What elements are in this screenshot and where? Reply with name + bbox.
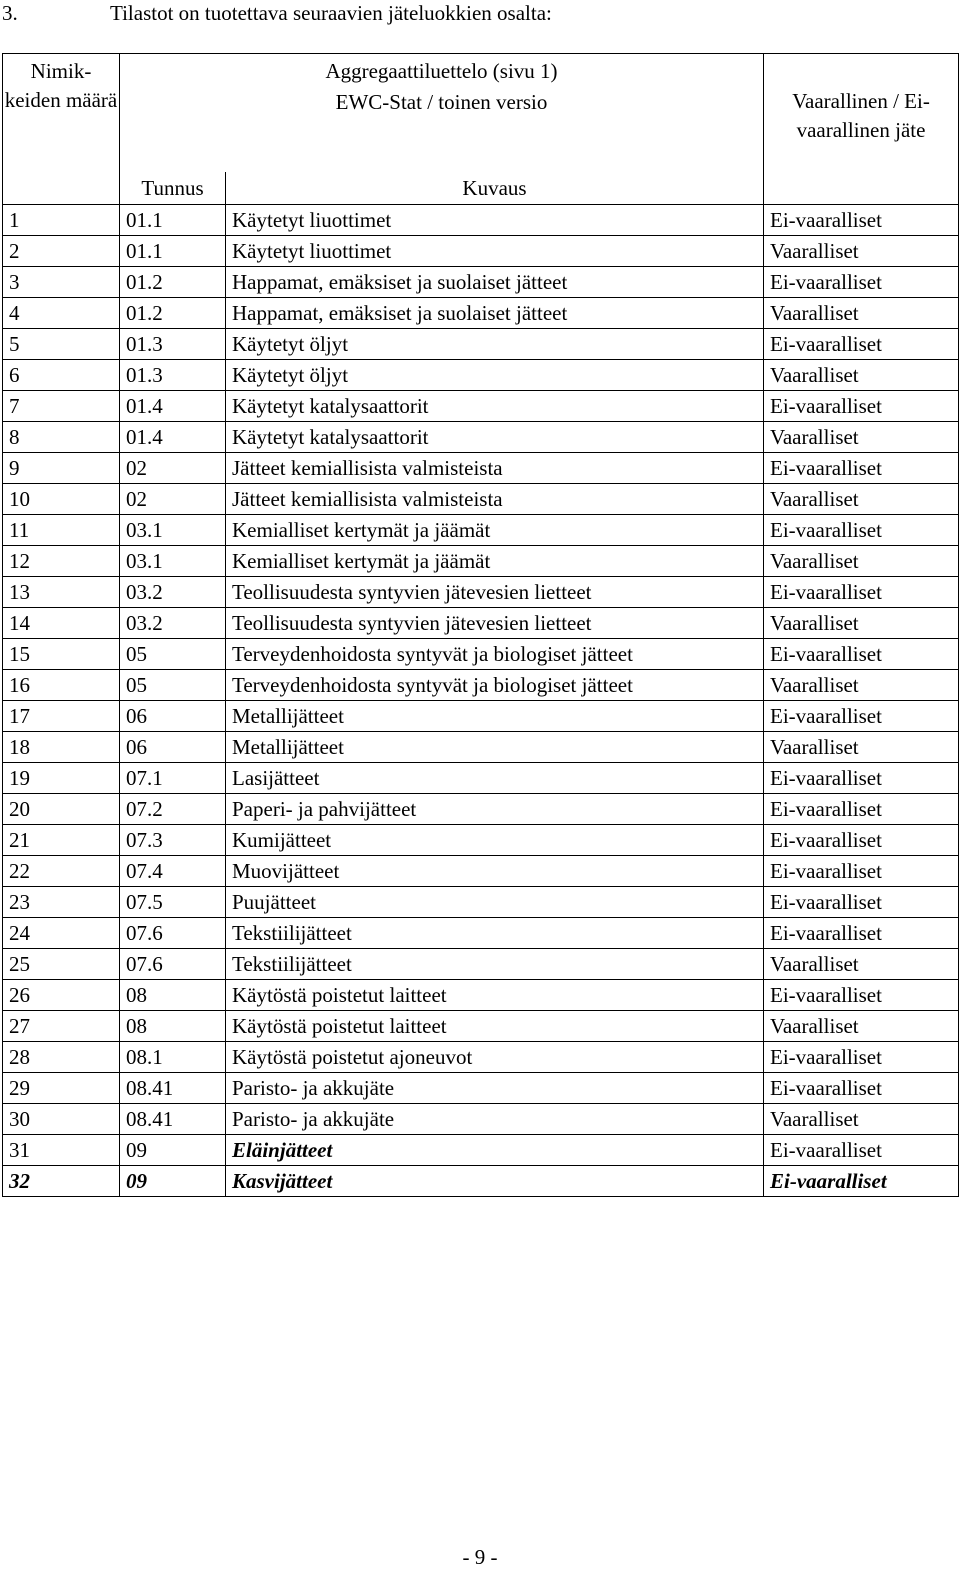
- row-code-cell: 07.1: [120, 763, 226, 794]
- table-header-row: [3, 54, 959, 173]
- row-status-cell: Vaaralliset: [764, 360, 959, 391]
- row-status-cell: Vaaralliset: [764, 546, 959, 577]
- table-row: [3, 205, 959, 236]
- row-code-cell: 06: [120, 732, 226, 763]
- table-row: [3, 1073, 959, 1104]
- row-code-cell: 07.3: [120, 825, 226, 856]
- row-description-cell: Paristo- ja akkujäte: [226, 1073, 764, 1104]
- row-code-cell: 08: [120, 1011, 226, 1042]
- row-status-cell: Ei-vaaralliset: [764, 329, 959, 360]
- row-code-cell: 07.6: [120, 949, 226, 980]
- row-status-cell: Ei-vaaralliset: [764, 267, 959, 298]
- row-code-cell: 08: [120, 980, 226, 1011]
- table-row: [3, 825, 959, 856]
- row-count-cell: 30: [3, 1104, 120, 1135]
- row-count-cell: 1: [3, 205, 120, 236]
- row-count-cell: 15: [3, 639, 120, 670]
- row-code-cell: 01.4: [120, 422, 226, 453]
- row-description-cell: Tekstiilijätteet: [226, 949, 764, 980]
- row-status-cell: Vaaralliset: [764, 1104, 959, 1135]
- row-description-cell: Tekstiilijätteet: [226, 918, 764, 949]
- table-row: [3, 856, 959, 887]
- row-status-cell: Vaaralliset: [764, 732, 959, 763]
- row-status-cell: Ei-vaaralliset: [764, 1135, 959, 1166]
- row-description-cell: Paristo- ja akkujäte: [226, 1104, 764, 1135]
- row-status-cell: Ei-vaaralliset: [764, 639, 959, 670]
- header-title-line2: EWC-Stat / toinen versio: [335, 90, 548, 114]
- row-count-cell: 11: [3, 515, 120, 546]
- table-row: [3, 701, 959, 732]
- table-row: [3, 515, 959, 546]
- row-code-cell: 07.4: [120, 856, 226, 887]
- table-row: [3, 887, 959, 918]
- header-status-continuation: [764, 172, 959, 205]
- row-count-cell: 28: [3, 1042, 120, 1073]
- header-item-count: Nimik-keiden määrä: [3, 54, 120, 173]
- header-title-cell: [120, 54, 764, 173]
- row-count-cell: 17: [3, 701, 120, 732]
- row-description-cell: Jätteet kemiallisista valmisteista: [226, 484, 764, 515]
- row-description-cell: Paperi- ja pahvijätteet: [226, 794, 764, 825]
- row-count-cell: 4: [3, 298, 120, 329]
- row-status-cell: Vaaralliset: [764, 949, 959, 980]
- row-code-cell: 09: [120, 1166, 226, 1197]
- header-code: Tunnus: [120, 172, 226, 205]
- row-status-cell: Vaaralliset: [764, 236, 959, 267]
- row-code-cell: 02: [120, 453, 226, 484]
- row-count-cell: 27: [3, 1011, 120, 1042]
- row-status-cell: Vaaralliset: [764, 298, 959, 329]
- row-count-cell: 16: [3, 670, 120, 701]
- row-code-cell: 01.2: [120, 267, 226, 298]
- row-status-cell: Vaaralliset: [764, 608, 959, 639]
- row-status-cell: Vaaralliset: [764, 422, 959, 453]
- row-code-cell: 07.6: [120, 918, 226, 949]
- row-code-cell: 06: [120, 701, 226, 732]
- header-title-line1: Aggregaattiluettelo (sivu 1): [325, 59, 558, 83]
- table-row: [3, 1042, 959, 1073]
- row-code-cell: 08.41: [120, 1104, 226, 1135]
- row-count-cell: 25: [3, 949, 120, 980]
- row-status-cell: Ei-vaaralliset: [764, 515, 959, 546]
- row-count-cell: 10: [3, 484, 120, 515]
- row-description-cell: Kemialliset kertymät ja jäämät: [226, 515, 764, 546]
- section-title: Tilastot on tuotettava seuraavien jäteluokkien osalta:: [110, 1, 552, 25]
- row-status-cell: Vaaralliset: [764, 1011, 959, 1042]
- table-row: [3, 577, 959, 608]
- row-status-cell: Ei-vaaralliset: [764, 980, 959, 1011]
- row-description-cell: Käytetyt öljyt: [226, 329, 764, 360]
- row-code-cell: 05: [120, 670, 226, 701]
- table-row: [3, 1011, 959, 1042]
- row-count-cell: 14: [3, 608, 120, 639]
- row-count-cell: 18: [3, 732, 120, 763]
- row-description-cell: Käytetyt katalysaattorit: [226, 391, 764, 422]
- row-count-cell: 7: [3, 391, 120, 422]
- row-count-cell: 12: [3, 546, 120, 577]
- row-description-cell: Muovijätteet: [226, 856, 764, 887]
- row-count-cell: 26: [3, 980, 120, 1011]
- row-status-cell: Ei-vaaralliset: [764, 453, 959, 484]
- row-count-cell: 3: [3, 267, 120, 298]
- row-status-cell: Ei-vaaralliset: [764, 856, 959, 887]
- row-status-cell: Ei-vaaralliset: [764, 701, 959, 732]
- row-code-cell: 01.1: [120, 205, 226, 236]
- row-code-cell: 02: [120, 484, 226, 515]
- row-status-cell: Vaaralliset: [764, 484, 959, 515]
- row-code-cell: 09: [120, 1135, 226, 1166]
- row-count-cell: 2: [3, 236, 120, 267]
- row-code-cell: 08.41: [120, 1073, 226, 1104]
- row-status-cell: Ei-vaaralliset: [764, 1073, 959, 1104]
- table-row: [3, 546, 959, 577]
- table-row: [3, 267, 959, 298]
- row-count-cell: 32: [3, 1166, 120, 1197]
- table-row: [3, 639, 959, 670]
- row-code-cell: 03.1: [120, 546, 226, 577]
- row-status-cell: Ei-vaaralliset: [764, 825, 959, 856]
- table-row: [3, 763, 959, 794]
- table-row: [3, 298, 959, 329]
- row-code-cell: 01.3: [120, 360, 226, 391]
- aggregate-table: [2, 53, 959, 1197]
- row-description-cell: Kasvijätteet: [226, 1166, 764, 1197]
- table-row: [3, 608, 959, 639]
- row-description-cell: Happamat, emäksiset ja suolaiset jätteet: [226, 298, 764, 329]
- row-count-cell: 24: [3, 918, 120, 949]
- row-description-cell: Eläinjätteet: [226, 1135, 764, 1166]
- row-description-cell: Lasijätteet: [226, 763, 764, 794]
- table-row: [3, 484, 959, 515]
- row-code-cell: 07.2: [120, 794, 226, 825]
- row-description-cell: Käytöstä poistetut laitteet: [226, 980, 764, 1011]
- row-status-cell: Ei-vaaralliset: [764, 887, 959, 918]
- row-description-cell: Metallijätteet: [226, 732, 764, 763]
- table-row: [3, 949, 959, 980]
- row-description-cell: Terveydenhoidosta syntyvät ja biologiset jätteet: [226, 670, 764, 701]
- row-code-cell: 01.1: [120, 236, 226, 267]
- row-code-cell: 03.1: [120, 515, 226, 546]
- row-description-cell: Jätteet kemiallisista valmisteista: [226, 453, 764, 484]
- row-count-cell: 23: [3, 887, 120, 918]
- row-code-cell: 01.3: [120, 329, 226, 360]
- header-description: Kuvaus: [226, 172, 764, 205]
- row-description-cell: Happamat, emäksiset ja suolaiset jätteet: [226, 267, 764, 298]
- table-subheader-row: [3, 172, 959, 205]
- row-count-cell: 8: [3, 422, 120, 453]
- section-number: 3.: [2, 1, 18, 25]
- row-code-cell: 01.4: [120, 391, 226, 422]
- row-status-cell: Ei-vaaralliset: [764, 794, 959, 825]
- row-description-cell: Teollisuudesta syntyvien jätevesien lietteet: [226, 577, 764, 608]
- table-row: [3, 670, 959, 701]
- table-row: [3, 918, 959, 949]
- row-description-cell: Käytöstä poistetut ajoneuvot: [226, 1042, 764, 1073]
- row-count-cell: 19: [3, 763, 120, 794]
- row-description-cell: Käytetyt katalysaattorit: [226, 422, 764, 453]
- row-description-cell: Metallijätteet: [226, 701, 764, 732]
- row-code-cell: 03.2: [120, 577, 226, 608]
- row-description-cell: Kumijätteet: [226, 825, 764, 856]
- table-row: [3, 1104, 959, 1135]
- row-status-cell: Vaaralliset: [764, 670, 959, 701]
- row-count-cell: 5: [3, 329, 120, 360]
- header-count-continuation: [3, 172, 120, 205]
- row-status-cell: Ei-vaaralliset: [764, 763, 959, 794]
- row-count-cell: 20: [3, 794, 120, 825]
- table-row: [3, 329, 959, 360]
- table-row: [3, 391, 959, 422]
- row-code-cell: 07.5: [120, 887, 226, 918]
- row-code-cell: 01.2: [120, 298, 226, 329]
- table-row: [3, 794, 959, 825]
- row-count-cell: 21: [3, 825, 120, 856]
- row-status-cell: Ei-vaaralliset: [764, 1166, 959, 1197]
- row-status-cell: Ei-vaaralliset: [764, 918, 959, 949]
- table-row: [3, 453, 959, 484]
- row-code-cell: 08.1: [120, 1042, 226, 1073]
- row-status-cell: Ei-vaaralliset: [764, 391, 959, 422]
- table-row: [3, 236, 959, 267]
- table-row: [3, 980, 959, 1011]
- row-status-cell: Ei-vaaralliset: [764, 577, 959, 608]
- row-description-cell: Terveydenhoidosta syntyvät ja biologiset jätteet: [226, 639, 764, 670]
- table-row: [3, 422, 959, 453]
- row-description-cell: Käytetyt öljyt: [226, 360, 764, 391]
- row-status-cell: Ei-vaaralliset: [764, 205, 959, 236]
- row-description-cell: Käytetyt liuottimet: [226, 205, 764, 236]
- row-count-cell: 6: [3, 360, 120, 391]
- row-description-cell: Puujätteet: [226, 887, 764, 918]
- row-description-cell: Käytöstä poistetut laitteet: [226, 1011, 764, 1042]
- page-number: - 9 -: [462, 1545, 498, 1569]
- row-code-cell: 03.2: [120, 608, 226, 639]
- row-description-cell: Teollisuudesta syntyvien jätevesien lietteet: [226, 608, 764, 639]
- row-count-cell: 22: [3, 856, 120, 887]
- row-description-cell: Kemialliset kertymät ja jäämät: [226, 546, 764, 577]
- row-count-cell: 9: [3, 453, 120, 484]
- table-row: [3, 360, 959, 391]
- row-status-cell: Ei-vaaralliset: [764, 1042, 959, 1073]
- table-row: [3, 1135, 959, 1166]
- row-description-cell: Käytetyt liuottimet: [226, 236, 764, 267]
- header-status: Vaarallinen / Ei-vaarallinen jäte: [764, 54, 959, 173]
- row-code-cell: 05: [120, 639, 226, 670]
- row-count-cell: 13: [3, 577, 120, 608]
- table-row: [3, 1166, 959, 1197]
- row-count-cell: 31: [3, 1135, 120, 1166]
- table-row: [3, 732, 959, 763]
- row-count-cell: 29: [3, 1073, 120, 1104]
